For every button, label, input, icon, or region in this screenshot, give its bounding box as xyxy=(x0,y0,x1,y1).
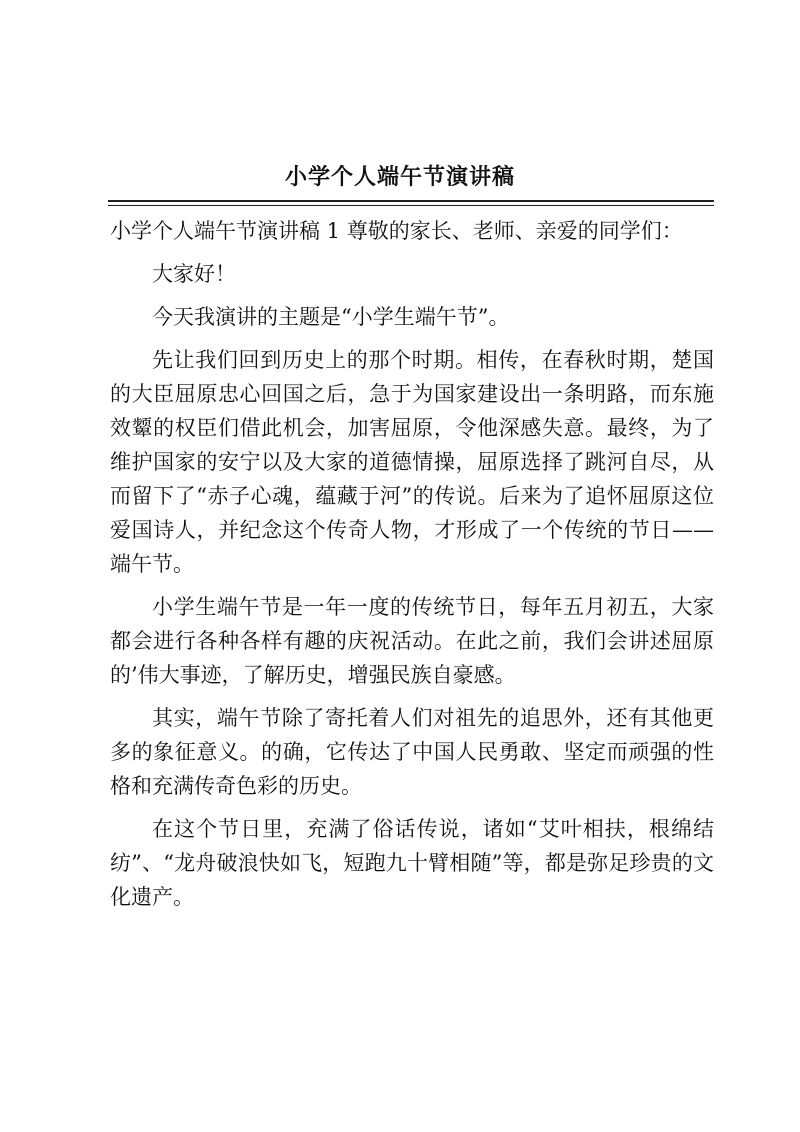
paragraph-topic: 今天我演讲的主题是“小学生端午节”。 xyxy=(152,305,510,329)
paragraph-festival: 小学生端午节是一年一度的传统节日，每年五月初五，大家都会进行各种各样有趣的庆祝活动。在此之前，我们会讲述屈原的’伟大事迹，了解历史，增强民族自豪感。 xyxy=(110,595,714,687)
title-divider-thick xyxy=(108,200,714,202)
title-divider-thin xyxy=(108,205,714,206)
document-body xyxy=(110,214,714,923)
paragraph-salutation: 小学个人端午节演讲稿 1 尊敬的家长、老师、亲爱的同学们： xyxy=(110,219,683,243)
paragraph-history: 先让我们回到历史上的那个时期。相传，在春秋时期，楚国的大臣屈原忠心回国之后，急于为国家建设出一条明路，而东施效颦的权臣们借此机会，加害屈原，令他深感失意。最终，为了维护国家的安宁以及大家的道德情操，屈原选择了跳河自尽，从而留下了“赤子心魂，蕴藏于河”的传说。后来为了追怀屈原这位爱国诗人，并纪念这个传奇人物，才形成了一个传统的节日——端午节。 xyxy=(110,348,714,576)
paragraph-meaning: 其实，端午节除了寄托着人们对祖先的追思外，还有其他更多的象征意义。的确，它传达了中国人民勇敢、坚定而顽强的性格和充满传奇色彩的历史。 xyxy=(110,706,714,798)
page-title: 小学个人端午节演讲稿 xyxy=(284,164,515,190)
paragraph-greeting: 大家好！ xyxy=(152,262,236,286)
paragraph-heritage: 在这个节日里，充满了俗话传说，诸如“艾叶相扶，根绵结纺”、“龙舟破浪快如飞，短跑九十臂相随”等，都是弥足珍贵的文化遗产。 xyxy=(110,817,714,909)
